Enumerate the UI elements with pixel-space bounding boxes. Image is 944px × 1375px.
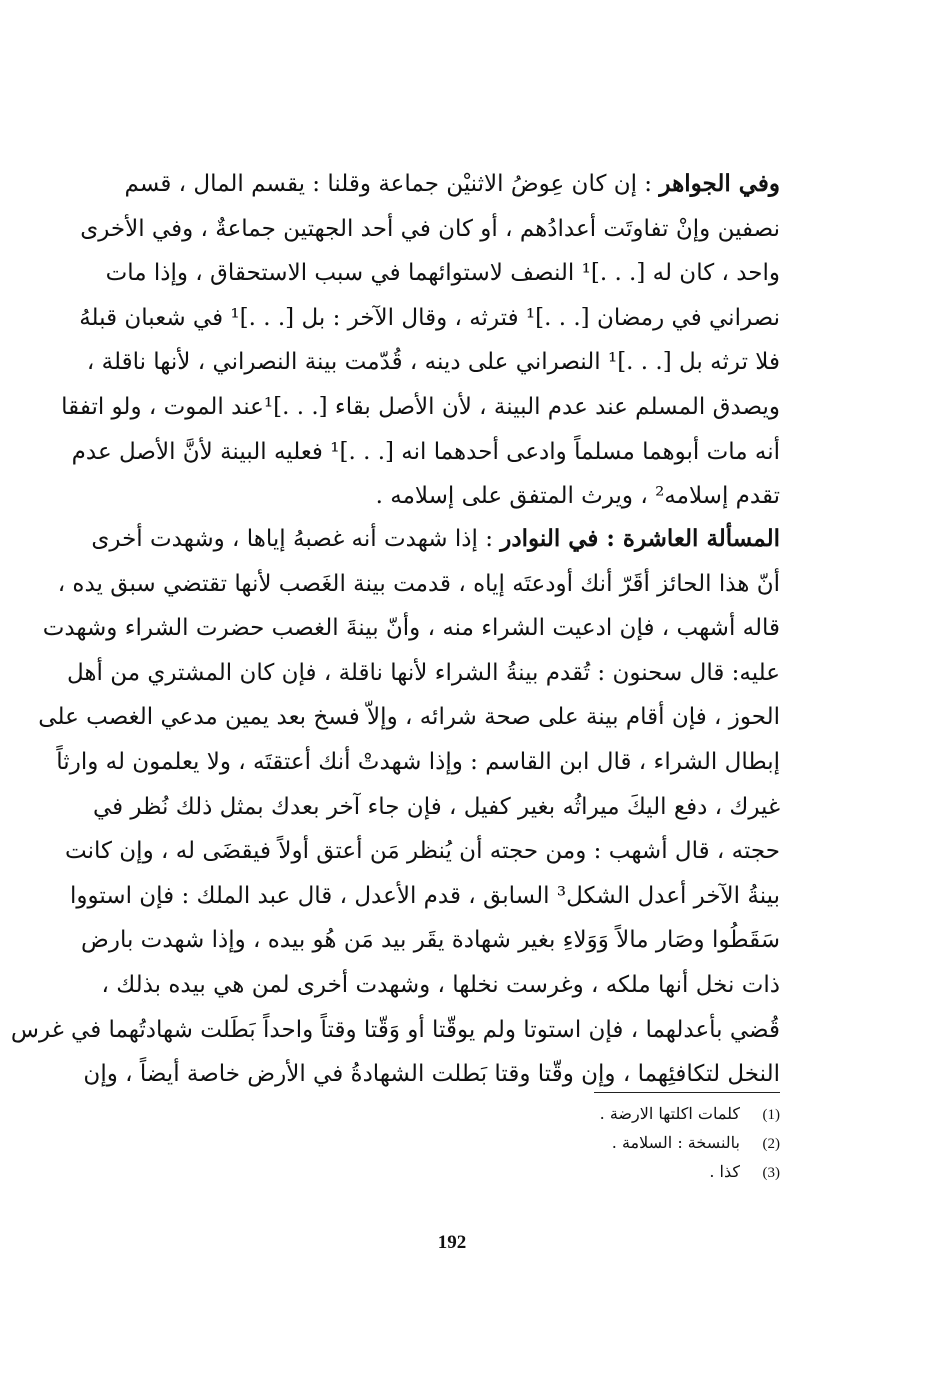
text-line: نصراني في رمضان [. . .]¹ فترثه ، وقال الآخر : بل [. . .]¹ في شعبان قبلهُ <box>79 304 780 331</box>
footnotes <box>380 1100 780 1187</box>
text-line: تقدم إسلامه² ، ويرث المتفق على إسلامه . <box>375 483 780 510</box>
paragraph-tenth-issue <box>10 517 780 1097</box>
footnote <box>380 1158 780 1187</box>
footnote-number: (2) <box>762 1136 780 1152</box>
text-line: عليه: قال سحنون : تُقدم بينةُ الشراء لأنها ناقلة ، فإن كان المشتري من أهل <box>66 659 780 686</box>
text-line: قاله أشهب ، فإن ادعيت الشراء منه ، وأنّ بينةَ الغصب حضرت الشراء وشهدت <box>42 615 780 642</box>
text-line: ذات نخل أنها ملكه ، وغرست نخلها ، وشهدت أخرى لمن هي بيده بذلك ، <box>101 971 780 998</box>
text-line: وفي الجواهر : إن كان عِوضُ الاثنيْن جماعة وقلنا : يقسم المال ، قسم <box>124 170 780 197</box>
footnote <box>380 1129 780 1158</box>
footnote-text: كذا . <box>709 1162 740 1181</box>
text-line: المسألة العاشرة : في النوادر : إذا شهدت أنه غصبهُ إياها ، وشهدت أخرى <box>91 525 780 552</box>
text-line: أنه مات أبوهما مسلماً وادعى أحدهما انه [. . .]¹ فعليه البينة لأنَّ الأصل عدم <box>71 438 780 465</box>
footnote-divider <box>594 1092 780 1093</box>
page-number: 192 <box>437 1232 467 1253</box>
paragraph-heading: وفي الجواهر <box>659 170 780 197</box>
footnote-text: بالنسخة : السلامة . <box>611 1133 740 1152</box>
text-line: نصفين وإنْ تفاوتَت أعدادُهم ، أو كان في أحد الجهتين جماعةٌ ، وفي الأخرى <box>80 215 780 242</box>
text-line: واحد ، كان له [. . .]¹ النصف لاستوائهما في سبب الاستحقاق ، وإذا مات <box>105 260 780 287</box>
text-line: ويصدق المسلم عند عدم البينة ، لأن الأصل بقاء [. . .]¹عند الموت ، ولو اتفقا <box>61 393 780 420</box>
text-line: أنّ هذا الحائز أقَرّ أنك أودعتَه إياه ، قدمت بينة الغَصب لأنها تقتضي سبق يده ، <box>57 570 780 597</box>
text-line: قُضي بأعدلهما ، فإن استوتا ولم يوقّتا أو وَقّتا وقتاً واحداً بَطَلت شهادتُهما في غرس <box>10 1016 780 1043</box>
paragraph-jawahir <box>61 162 780 519</box>
footnote-number: (1) <box>762 1107 780 1123</box>
text-line: بينةُ الآخر أعدل الشكل³ السابق ، قدم الأعدل ، قال عبد الملك : فإن استووا <box>69 882 780 909</box>
text-line: حجته ، قال أشهب : ومن حجته أن يُنظر مَن أعتق أولاً فيقضَى له ، وإن كانت <box>65 838 780 865</box>
text-line: إبطال الشراء ، قال ابن القاسم : وإذا شهدتْ أنك أعتقتَه ، ولا يعلمون له وارثاً <box>56 748 780 775</box>
text-line: سَقَطُوا وصَار مالاً وَوَلاءِ بغير شهادة يقَر بيد مَن هُو بيده ، وإذا شهدت بارض <box>81 927 780 954</box>
footnote-text: كلمات اكلتها الارضة . <box>599 1104 740 1123</box>
footnote-number: (3) <box>762 1165 780 1181</box>
footnote <box>380 1100 780 1129</box>
text-line: فلا ترثه بل [. . .]¹ النصراني على دينه ، قُدّمت بينة النصراني ، لأنها ناقلة ، <box>86 349 780 376</box>
text-line: الحوز ، فإن أقام بينة على صحة شرائه ، وإلاّ فسخ بعد يمين مدعي الغصب على <box>38 704 780 731</box>
text-line: غيرك ، دفع اليكَ ميراثُه بغير كفيل ، فإن جاء آخر بعدك بمثل ذلك نُظر في <box>92 793 780 820</box>
text-line: النخل لتكافئِهما ، وإن وقّتا وقتا بَطلت الشهادةُ في الأرض خاصة أيضاً ، وإن <box>83 1061 780 1088</box>
paragraph-heading: المسألة العاشرة : في النوادر <box>500 525 780 552</box>
